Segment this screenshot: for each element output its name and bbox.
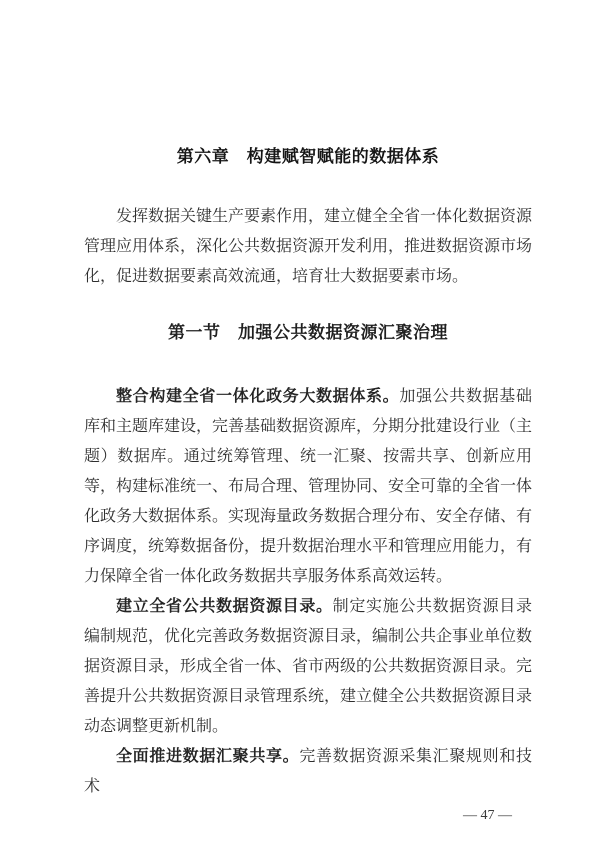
chapter-heading: 第六章 构建赋智赋能的数据体系: [176, 147, 440, 166]
paragraph-lead: 整合构建全省一体化政务大数据体系。: [116, 388, 400, 405]
body-paragraph: [84, 742, 532, 802]
paragraph-text: 完善数据资源采集汇聚规则和技术: [84, 748, 532, 795]
body-paragraph: [84, 382, 532, 592]
paragraph-lead: 建立全省公共数据资源目录。: [116, 598, 333, 615]
paragraph-text: 加强公共数据基础库和主题库建设，完善基础数据资源库，分期分批建设行业（主题）数据库。通过统筹管理、统一汇聚、按需共享、创新应用等，构建标准统一、布局合理、管理协同、安全可靠的全省一体化政务大数据体系。实现海量政务数据合理分布、安全存储、有序调度，统筹数据备份，提升数据治理水平和管理应用能力，有力保障全省一体化政务数据共享服务体系高效运转。: [84, 388, 533, 585]
body-paragraph: [84, 592, 532, 742]
intro-paragraph: 发挥数据关键生产要素作用，建立健全全省一体化数据资源管理应用体系，深化公共数据资源开发利用，推进数据资源市场化，促进数据要素高效流通，培育壮大数据要素市场。: [84, 208, 533, 285]
section-heading: 第一节 加强公共数据资源汇聚治理: [168, 323, 448, 342]
paragraph-text: 制定实施公共数据资源目录编制规范，优化完善政务数据资源目录，编制公共企事业单位数据资源目录，形成全省一体、省市两级的公共数据资源目录。完善提升公共数据资源目录管理系统，建立健全公共数据资源目录动态调整更新机制。: [84, 598, 533, 735]
page-number: — 47 —: [463, 808, 512, 823]
paragraph-lead: 全面推进数据汇聚共享。: [116, 748, 300, 765]
